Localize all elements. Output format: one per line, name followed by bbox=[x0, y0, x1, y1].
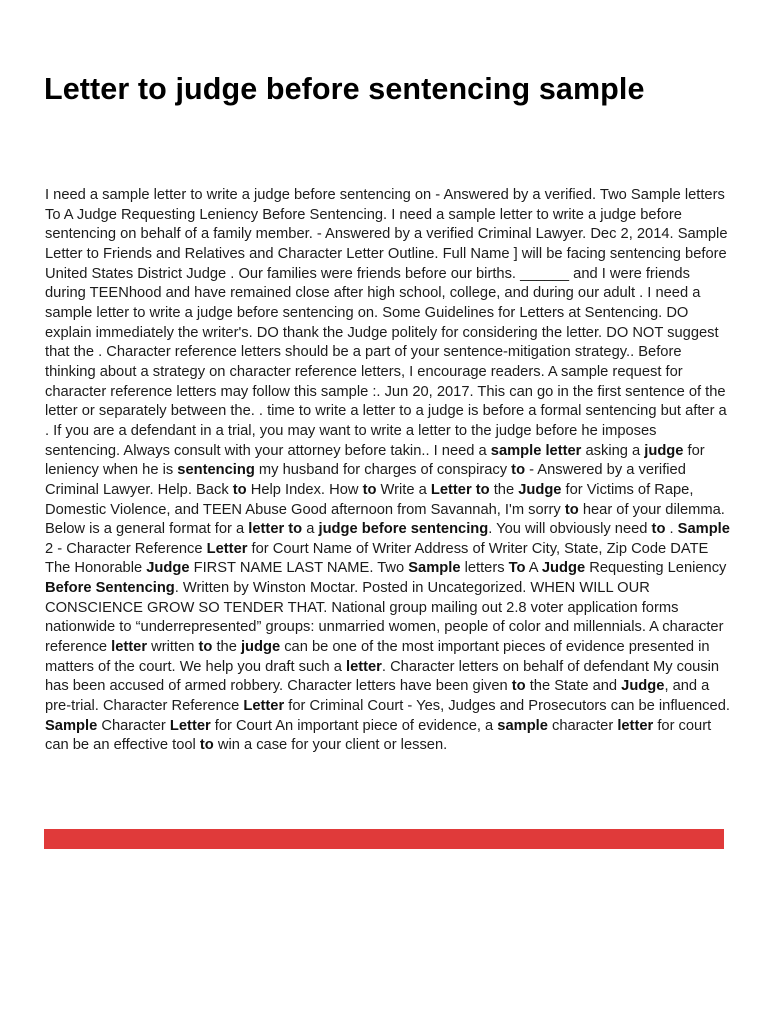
bold-keyword: Judge bbox=[146, 560, 190, 577]
text-run: hear of your dilemma. Below is a general format for a bbox=[45, 501, 725, 538]
text-run: 2 - Character Reference bbox=[45, 540, 207, 557]
text-run: can be one of the most important pieces of evidence presented in matters of the court. We help you draft such a bbox=[45, 639, 710, 675]
text-run: A bbox=[525, 560, 542, 577]
text-run: character bbox=[547, 717, 618, 734]
bold-keyword: to bbox=[199, 737, 214, 754]
bold-keyword: Letter bbox=[206, 540, 248, 557]
bold-keyword: judge bbox=[240, 639, 281, 656]
body-paragraph bbox=[45, 186, 731, 756]
text-run: Write a bbox=[376, 481, 431, 498]
bold-keyword: sample letter bbox=[490, 442, 582, 459]
bold-keyword: judge before sentencing bbox=[318, 521, 489, 538]
bold-keyword: Sample bbox=[408, 560, 461, 577]
text-run: my husband for charges of conspiracy bbox=[254, 462, 512, 479]
text-run: . bbox=[665, 521, 678, 538]
bold-keyword: to bbox=[362, 481, 377, 498]
text-run: for Court An important piece of evidence, a bbox=[210, 717, 498, 734]
accent-divider-bar bbox=[44, 829, 724, 849]
text-run: the bbox=[212, 639, 241, 656]
text-run: asking a bbox=[581, 442, 645, 459]
text-run: for court can be an effective tool bbox=[45, 717, 712, 754]
text-run: . You will obviously need bbox=[488, 521, 652, 538]
bold-keyword: Sample bbox=[677, 521, 730, 538]
text-run: , and a pre-trial. Character Reference bbox=[45, 678, 710, 715]
text-run: for Criminal Court - Yes, Judges and Prosecutors can be influenced. bbox=[284, 698, 730, 715]
bold-keyword: Judge bbox=[621, 678, 665, 695]
text-run: for leniency when he is bbox=[45, 442, 705, 479]
bold-keyword: To bbox=[508, 560, 526, 577]
text-run: Requesting Leniency bbox=[585, 560, 727, 577]
bold-keyword: letter bbox=[111, 639, 148, 656]
text-run: a bbox=[302, 521, 319, 538]
bold-keyword: letter to bbox=[248, 521, 303, 538]
bold-keyword: sample bbox=[497, 717, 548, 734]
text-run: I need a sample letter to write a judge before sentencing on - Answered by a verified. Two Sample letters To A Judge Requesting Leniency Before Sentencing. I need a sample letter to write a judge before sentencing on behalf of a family member. - Answered by a verified Criminal Lawyer. Dec 2, 2014. Sample Letter to Friends and Relatives and Character Letter Outline. Full Name ] will be facing sentencing before United States District Judge . Our families were friends before our births. ______ and I were friends during TEENhood and have remained close after high school, college, and during our adult . I need a sample letter to write a judge before sentencing on. Some Guidelines for Letters at Sentencing. DO explain immediately the writer's. DO thank the Judge politely for considering the letter. DO NOT suggest that the . Character reference letters should be a part of your sentence-mitigation strategy.. Before thinking about a strategy on character reference letters, I encourage readers. A sample request for character reference letters may follow this sample :. Jun 20, 2017. This can go in the first sentence of the letter or separately between the. . time to write a letter to a judge is before a formal sentencing but after a . If you are a defendant in a trial, you may want to write a letter to the judge before he imposes sentencing. Always consult with your attorney before takin.. I need a bbox=[45, 187, 728, 459]
bold-keyword: Judge bbox=[518, 481, 562, 498]
text-run: . Written by Winston Moctar. Posted in Uncategorized. WHEN WILL OUR CONSCIENCE GROW SO TENDER THAT. National group mailing out 2.8 voter application forms nationwide to “underrepresented” groups: unmarried women, people of color and millennials. A character reference bbox=[45, 580, 724, 656]
bold-keyword: judge bbox=[644, 442, 684, 459]
text-run: for Victims of Rape, Domestic Violence, and TEEN Abuse Good afternoon from Savannah, I'm sorry bbox=[45, 481, 694, 518]
text-run: Character bbox=[97, 717, 170, 734]
bold-keyword: Letter bbox=[243, 698, 285, 715]
text-run: Help Index. How bbox=[246, 481, 363, 498]
bold-keyword: to bbox=[651, 521, 666, 538]
bold-keyword: letter bbox=[345, 658, 382, 675]
bold-keyword: Sample bbox=[45, 717, 98, 734]
bold-keyword: to bbox=[232, 481, 247, 498]
bold-keyword: to bbox=[564, 501, 579, 518]
bold-keyword: Letter bbox=[169, 717, 211, 734]
text-run: letters bbox=[460, 560, 509, 577]
text-run: written bbox=[147, 639, 199, 656]
bold-keyword: sentencing bbox=[177, 462, 255, 479]
bold-keyword: to bbox=[511, 462, 526, 479]
bold-keyword: to bbox=[511, 678, 526, 695]
page-title: Letter to judge before sentencing sample bbox=[44, 72, 645, 106]
bold-keyword: letter bbox=[617, 717, 654, 734]
bold-keyword: Before Sentencing bbox=[45, 580, 175, 597]
text-run: . Character letters on behalf of defendant My cousin has been accused of armed robbery. Character letters have been given bbox=[45, 658, 720, 695]
bold-keyword: to bbox=[198, 639, 213, 656]
text-run: FIRST NAME LAST NAME. Two bbox=[189, 560, 409, 577]
text-run: win a case for your client or lessen. bbox=[213, 737, 448, 754]
bold-keyword: Judge bbox=[541, 560, 586, 577]
text-run: the bbox=[489, 481, 519, 498]
bold-keyword: Letter to bbox=[430, 481, 490, 498]
text-run: the State and bbox=[525, 678, 622, 695]
text-run: - Answered by a verified Criminal Lawyer. Help. Back bbox=[45, 462, 686, 498]
text-run: for Court Name of Writer Address of Writer City, State, Zip Code DATE The Honorable bbox=[45, 540, 709, 577]
